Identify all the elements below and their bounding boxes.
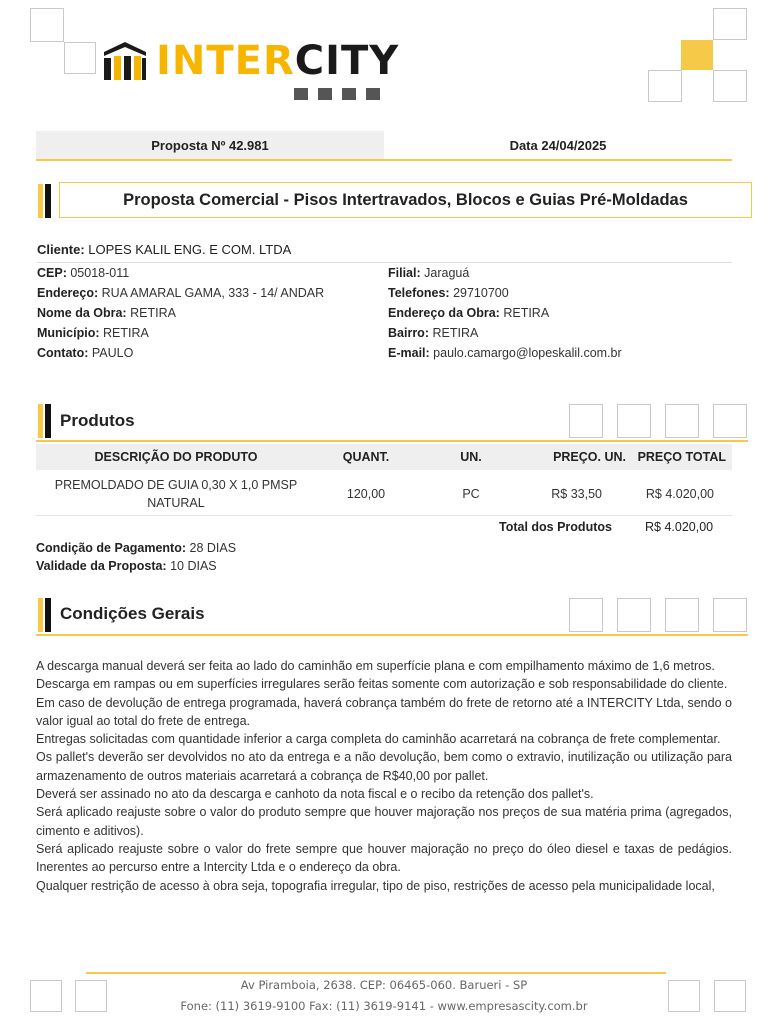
proposal-number: Proposta Nº 42.981 [36,131,384,159]
decor-square [64,42,96,74]
client-label: Cliente: [37,242,85,257]
col-unit-price: PREÇO. UN. [553,450,626,464]
condition-paragraph: Será aplicado reajuste sobre o valor do frete sempre que houver majoração no preço do óleo diesel e taxas de pedágios. Inerentes ao percurso entre a Intercity Ltda e o endereço da obra. [36,841,732,875]
col-total-price: PREÇO TOTAL [637,450,726,464]
products-total-label: Total dos Produtos [499,520,612,534]
conditions-section-title: Condições Gerais [60,604,205,623]
table-row [36,472,732,516]
decor-square [713,404,747,438]
field-cep: CEP: 05018-011 [37,266,130,280]
decor-square [617,598,651,632]
footer-address: Av Piramboia, 2638. CEP: 06465-060. Barueri - SP [240,978,528,992]
logo-city: CITY [294,38,400,84]
decor-square [713,598,747,632]
field-address: Endereço: RUA AMARAL GAMA, 333 - 14/ ANDAR [37,286,325,300]
decor-square [617,404,651,438]
field-district: Bairro: RETIRA [388,326,479,340]
condition-paragraph: Qualquer restrição de acesso à obra seja, topografia irregular, tipo de piso, restrições de acesso pela municipalidade local, [36,878,715,893]
field-branch: Filial: Jaraguá [388,266,470,280]
conditions-rule [36,634,748,636]
decor-square-yellow [681,40,713,70]
payment-condition: Condição de Pagamento: 28 DIAS [36,541,237,555]
row-unit: PC [462,486,480,501]
decor-square [665,404,699,438]
decor-square [713,8,747,40]
col-unit: UN. [460,450,482,464]
proposal-validity: Validade da Proposta: 10 DIAS [36,559,217,573]
proposal-bar [36,131,732,161]
products-marker [38,404,54,438]
condition-paragraph: A descarga manual deverá ser feita ao lado do caminhão em superfície plana e com empilhamento máximo de 1,6 metros. [36,659,715,673]
row-quantity: 120,00 [346,486,386,501]
logo-blocks [294,88,380,100]
row-unit-price: R$ 33,50 [551,486,602,501]
products-section-title: Produtos [60,411,135,430]
conditions-marker [38,598,54,632]
footer-contact: Fone: (11) 3619-9100 Fax: (11) 3619-9141 - www.empresascity.com.br [180,999,588,1013]
col-description: DESCRIÇÃO DO PRODUTO [94,450,258,464]
footer-rule [86,972,666,974]
decor-square [665,598,699,632]
decor-square [569,404,603,438]
products-table-header [36,444,732,470]
field-work-address: Endereço da Obra: RETIRA [388,306,550,320]
logo-inter: INTER [156,38,295,84]
col-quantity: QUANT. [342,450,390,464]
products-total-value: R$ 4.020,00 [645,520,714,534]
client-line [37,242,732,263]
products-rule [36,440,748,442]
decor-square [569,598,603,632]
condition-paragraph: Em caso de devolução de entrega programada, haverá cobrança também do frete de retorno até a INTERCITY Ltda, sendo o valor igual ao total do frete de entrega. [36,695,732,728]
title-marker [38,184,54,218]
decor-square [30,8,64,42]
document-title: Proposta Comercial - Pisos Intertravados, Blocos e Guias Pré-Moldadas [59,182,752,218]
field-work-name: Nome da Obra: RETIRA [37,306,176,320]
row-total-price: R$ 4.020,00 [645,486,714,501]
condition-paragraph: Será aplicado reajuste sobre o valor do produto sempre que houver majoração nos preços de sua matéria prima (agregados, cimento e aditivos). [36,805,732,838]
email-link[interactable]: paulo.camargo@lopeskalil.com.br [433,346,622,360]
field-contact: Contato: PAULO [37,346,134,360]
decor-square [648,70,682,102]
condition-paragraph: Deverá ser assinado no ato da descarga e canhoto da nota fiscal e o recibo da retenção dos pallet's. [36,787,594,802]
general-conditions-text [36,657,732,895]
row-description: PREMOLDADO DE GUIA 0,30 X 1,0 PMSP NATURAL [54,477,298,510]
field-city: Município: RETIRA [37,326,149,340]
company-logo [100,38,399,84]
field-email: E-mail: paulo.camargo@lopeskalil.com.br [388,346,622,360]
logo-text [156,39,399,83]
condition-paragraph: Entregas solicitadas com quantidade inferior a carga completa do caminhão acarretará na cobrança de frete complementar. [36,732,721,747]
field-phones: Telefones: 29710700 [388,286,509,300]
client-value: LOPES KALIL ENG. E COM. LTDA [88,242,292,257]
condition-paragraph: Os pallet's deverão ser devolvidos no ato da entrega e a não devolução, bem como o extravio, inutilização ou utilização para armazenamento de outros materiais acarretará a cobrança de R$40,00 por pallet. [36,750,732,783]
condition-paragraph: Descarga em rampas ou em superfícies irregulares serão feitas somente com autorização e sob responsabilidade do cliente. [36,677,728,692]
decor-square [713,70,747,102]
proposal-date: Data 24/04/2025 [509,137,607,153]
logo-mark-icon [100,38,150,84]
